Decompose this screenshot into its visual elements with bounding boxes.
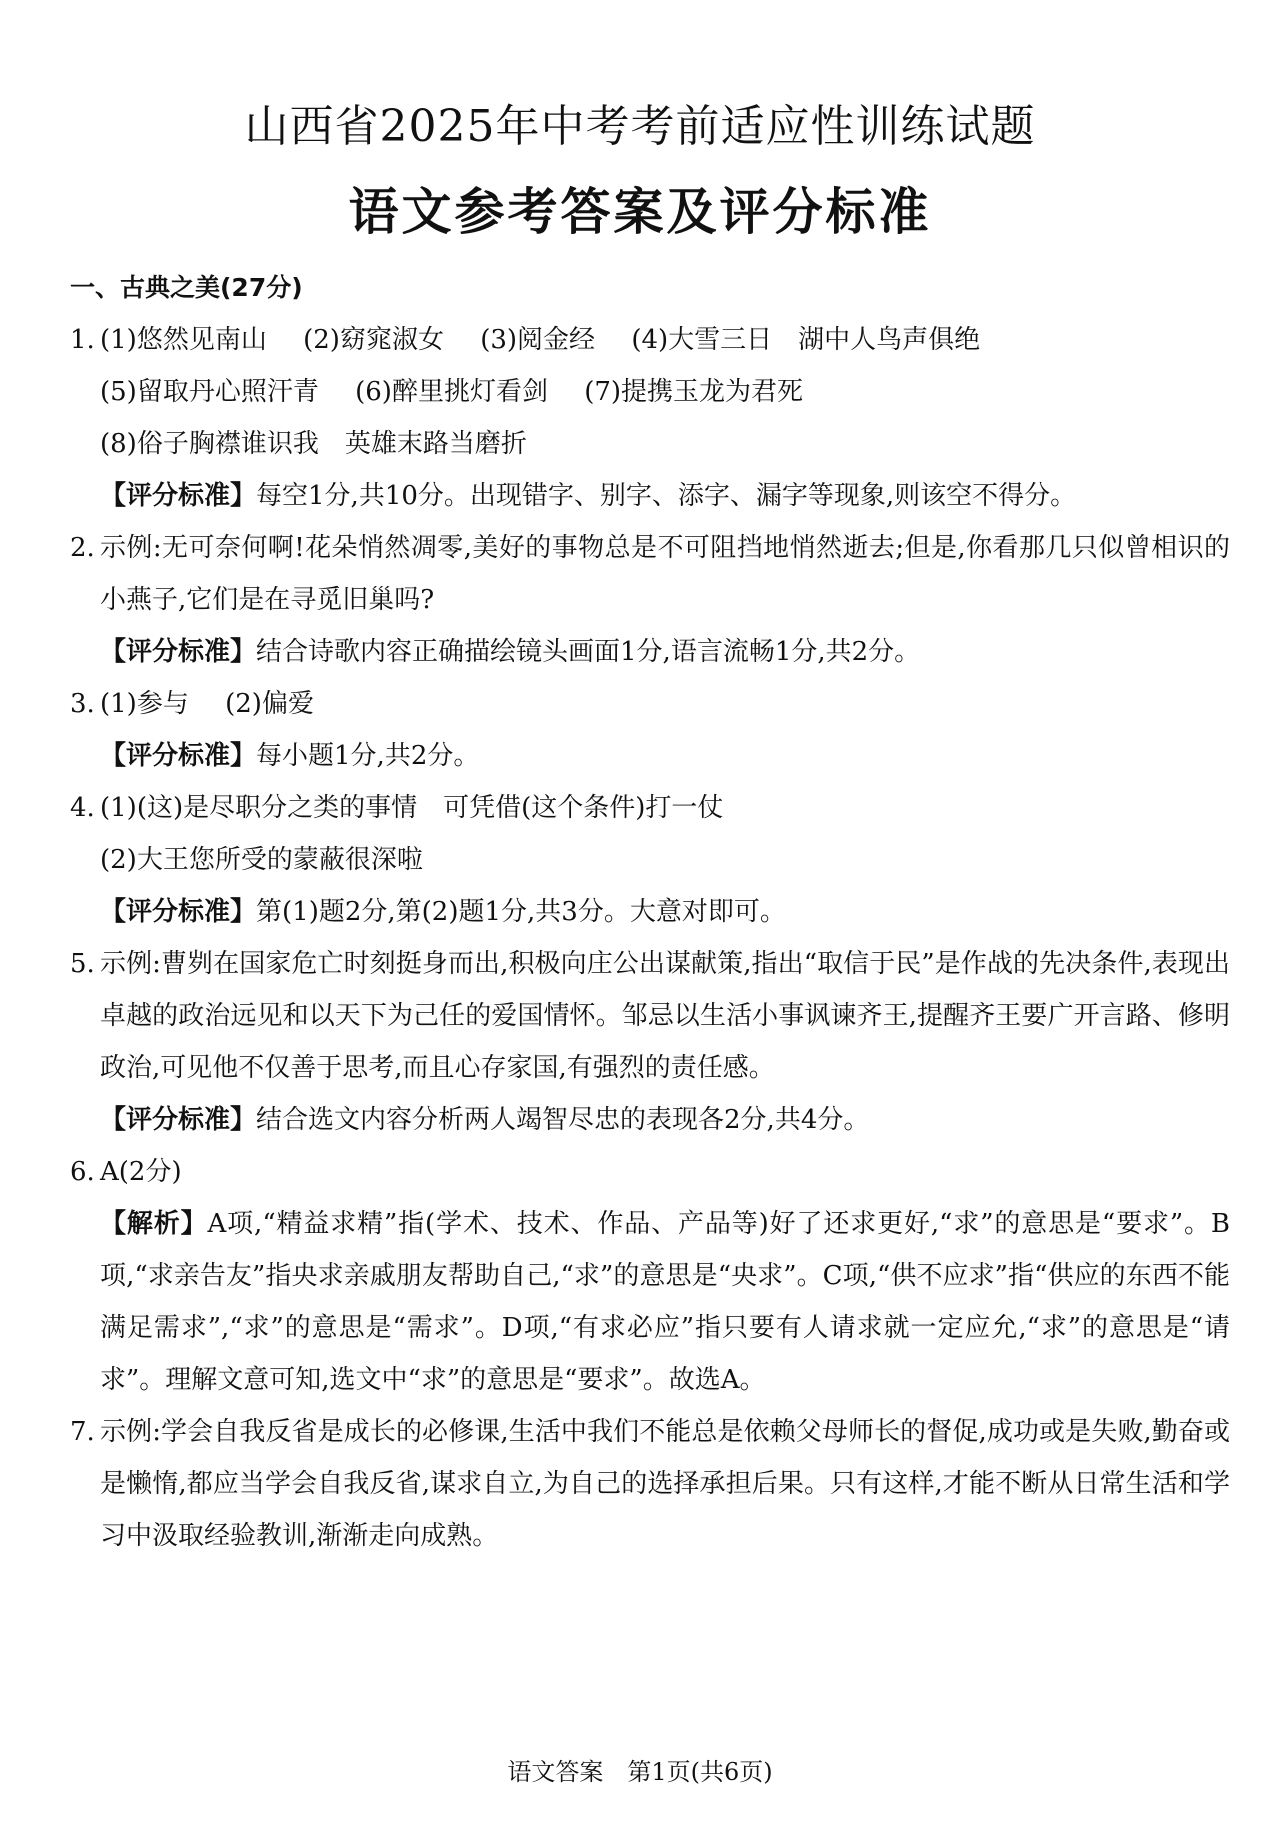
answer-item: (1)悠然见南山: [100, 325, 267, 355]
page-title: 山西省2025年中考考前适应性训练试题: [244, 101, 1036, 152]
analysis-label: 【解析】: [100, 1209, 208, 1239]
scoring-criteria: [70, 470, 1230, 522]
question-6: [70, 1146, 1230, 1198]
answer-line: [70, 366, 1230, 418]
answer-text: 示例:无可奈何啊!花朵悄然凋零,美好的事物总是不可阻挡地悄然逝去;但是,你看那几只似曾相识的小燕子,它们是在寻觅旧巢吗?: [100, 533, 1230, 615]
answer-item: (7)提携玉龙为君死: [584, 377, 804, 407]
scoring-label: 【评分标准】: [100, 481, 257, 511]
question-7: [70, 1406, 1230, 1562]
question-number: 1.: [70, 325, 95, 355]
question-number: 2.: [70, 533, 95, 563]
answer-item: (6)醉里挑灯看剑: [355, 377, 548, 407]
question-2: [70, 522, 1230, 626]
scoring-label: 【评分标准】: [100, 1105, 257, 1135]
answer-item: (5)留取丹心照汗青: [100, 377, 319, 407]
question-number: 4.: [70, 793, 95, 823]
answer-line: (2)大王您所受的蒙蔽很深啦: [100, 845, 423, 875]
answer-line: [70, 418, 1230, 470]
answer-item: (1)参与: [100, 689, 189, 719]
question-number: 7.: [70, 1417, 95, 1447]
scoring-criteria: [70, 1094, 1230, 1146]
scoring-label: 【评分标准】: [100, 897, 257, 927]
answer-item: (4)大雪三日 湖中人鸟声俱绝: [631, 325, 981, 355]
scoring-label: 【评分标准】: [100, 637, 257, 667]
answer-item: (8)俗子胸襟谁识我 英雄末路当磨折: [100, 429, 527, 459]
answer-content: [70, 262, 1230, 1562]
question-number: 3.: [70, 689, 95, 719]
scoring-criteria: [70, 626, 1230, 678]
question-number: 6.: [70, 1157, 95, 1187]
scoring-text: 每空1分,共10分。出现错字、别字、添字、漏字等现象,则该空不得分。: [256, 481, 1077, 511]
answer-text: 示例:曹刿在国家危亡时刻挺身而出,积极向庄公出谋献策,指出“取信于民”是作战的先决条件,表现出卓越的政治远见和以天下为己任的爱国情怀。邹忌以生活小事讽谏齐王,提醒齐王要广开言路、修明政治,可见他不仅善于思考,而且心存家国,有强烈的责任感。: [100, 949, 1230, 1083]
analysis-text: A项,“精益求精”指(学术、技术、作品、产品等)好了还求更好,“求”的意思是“要求”。B项,“求亲告友”指央求亲戚朋友帮助自己,“求”的意思是“央求”。C项,“供不应求”指“供应的东西不能满足需求”,“求”的意思是“需求”。D项,“有求必应”指只要有人请求就一定应允,“求”的意思是“请求”。理解文意可知,选文中“求”的意思是“要求”。故选A。: [100, 1209, 1230, 1395]
answer-text: 示例:学会自我反省是成长的必修课,生活中我们不能总是依赖父母师长的督促,成功或是失败,勤奋或是懒惰,都应当学会自我反省,谋求自立,为自己的选择承担后果。只有这样,才能不断从日常生活和学习中汲取经验教训,渐渐走向成熟。: [100, 1417, 1230, 1551]
analysis: [70, 1198, 1230, 1406]
question-3: [70, 678, 1230, 730]
answer-item: (2)偏爱: [225, 689, 314, 719]
scoring-text: 每小题1分,共2分。: [256, 741, 480, 771]
scoring-criteria: [70, 730, 1230, 782]
section-heading: 一、古典之美(27分): [70, 273, 303, 302]
scoring-text: 结合选文内容分析两人竭智尽忠的表现各2分,共4分。: [256, 1105, 870, 1135]
scoring-text: 第(1)题2分,第(2)题1分,共3分。大意对即可。: [256, 897, 786, 927]
scoring-label: 【评分标准】: [100, 741, 257, 771]
question-number: 5.: [70, 949, 95, 979]
question-5: [70, 938, 1230, 1094]
page-subtitle: 语文参考答案及评分标准: [348, 183, 932, 241]
scoring-text: 结合诗歌内容正确描绘镜头画面1分,语言流畅1分,共2分。: [256, 637, 921, 667]
scoring-criteria: [70, 886, 1230, 938]
page-footer: 语文答案 第1页(共6页): [507, 1758, 773, 1786]
answer-line: (1)(这)是尽职分之类的事情 可凭借(这个条件)打一仗: [100, 793, 724, 823]
answer-line: [100, 678, 1230, 730]
question-1: [70, 314, 1230, 366]
answer-item: (3)阅金经: [480, 325, 596, 355]
answer-line: [100, 314, 1230, 366]
answer-item: (2)窈窕淑女: [303, 325, 444, 355]
question-4: [70, 782, 1230, 834]
answer-choice: A(2分): [100, 1157, 182, 1187]
